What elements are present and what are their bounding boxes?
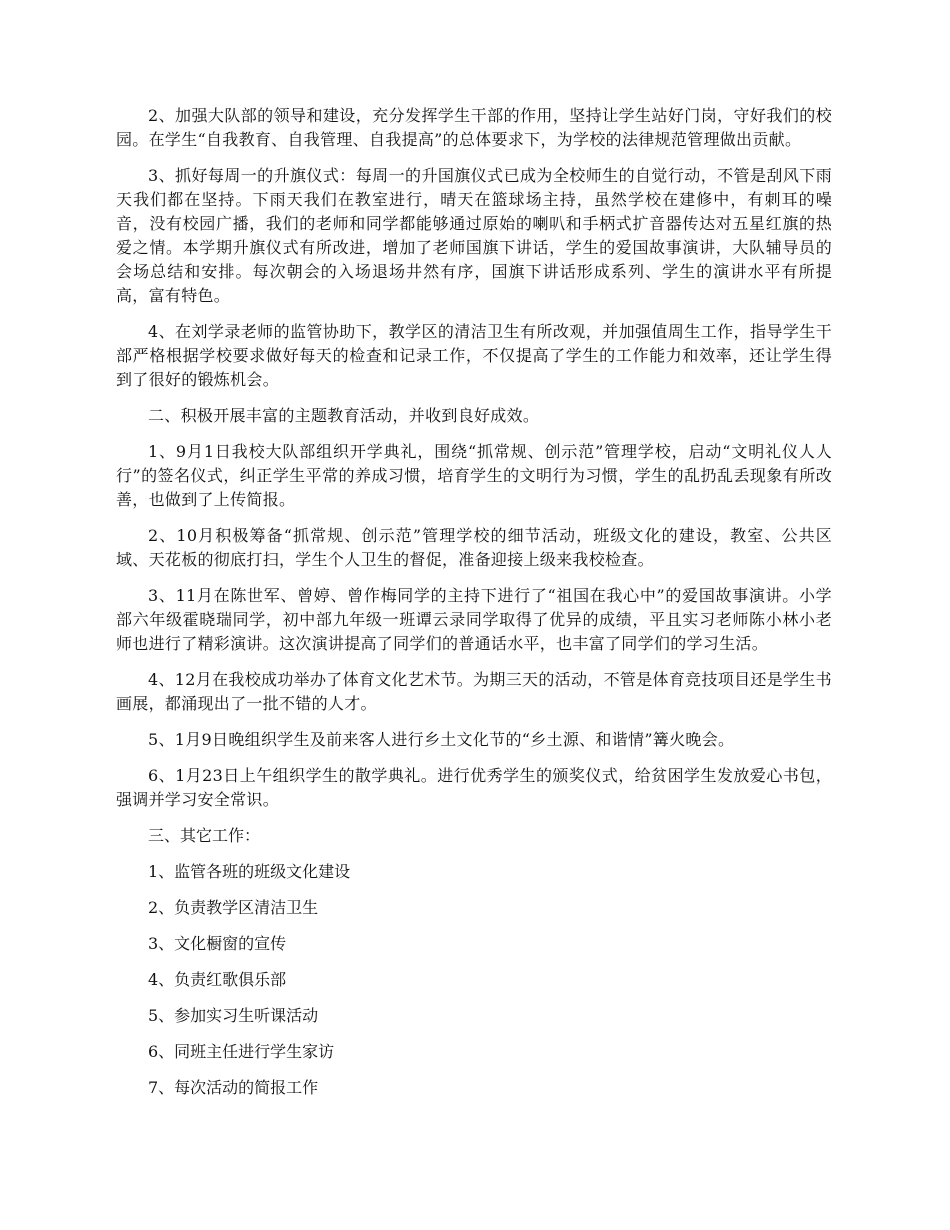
paragraph-october-prep: 2、10月积极筹备“抓常规、创示范”管理学校的细节活动，班级文化的建设，教室、公共区域、天花板的彻底打扫，学生个人卫生的督促，准备迎接上级来我校检查。 <box>116 526 832 569</box>
paragraph-bonfire: 5、1月9日晚组织学生及前来客人进行乡土文化节的“乡土源、和谐情”篝火晚会。 <box>148 730 735 749</box>
section-heading-activities: 二、积极开展丰富的主题教育活动，并收到良好成效。 <box>148 406 540 425</box>
paragraph-opening-ceremony: 1、9月1日我校大队部组织开学典礼，围绕“抓常规、创示范”管理学校，启动“文明礼仪人人行”的签名仪式，纠正学生平常的养成习惯，培育学生的文明行为习惯，学生的乱扔乱丢现象有所改善，也做到了上传简报。 <box>116 442 832 509</box>
list-item: 1、监管各班的班级文化建设 <box>148 862 351 881</box>
list-item: 3、文化橱窗的宣传 <box>148 934 287 953</box>
paragraph-speech-contest: 3、11月在陈世军、曾婷、曾作梅同学的主持下进行了“祖国在我心中”的爱国故事演讲。小学部六年级霍晓瑞同学，初中部九年级一班谭云录同学取得了优异的成绩，平且实习老师陈小林小老师也进行了精彩演讲。这次演讲提高了同学们的普通话水平，也丰富了同学们的学习生活。 <box>116 586 832 653</box>
list-item: 5、参加实习生听课活动 <box>148 1006 319 1025</box>
paragraph-flag-ceremony: 3、抓好每周一的升旗仪式：每周一的升国旗仪式已成为全校师生的自觉行动，不管是刮风下雨天我们都在坚持。下雨天我们在教室进行，晴天在篮球场主持，虽然学校在建修中，有刺耳的噪音，没有校园广播，我们的老师和同学都能够通过原始的喇叭和手柄式扩音器传达对五星红旗的热爱之情。本学期升旗仪式有所改进，增加了老师国旗下讲话，学生的爱国故事演讲，大队辅导员的会场总结和安排。每次朝会的入场退场井然有序，国旗下讲话形成系列、学生的演讲水平有所提高，富有特色。 <box>116 166 832 305</box>
document-body <box>116 104 832 1112</box>
paragraph-closing-ceremony: 6、1月23日上午组织学生的散学典礼。进行优秀学生的颁奖仪式，给贫困学生发放爱心书包，强调并学习安全常识。 <box>116 766 832 809</box>
list-item: 4、负责红歌俱乐部 <box>148 970 287 989</box>
paragraph-arts-festival: 4、12月在我校成功举办了体育文化艺术节。为期三天的活动，不管是体育竞技项目还是学生书画展，都涌现出了一批不错的人才。 <box>116 670 832 713</box>
list-item: 6、同班主任进行学生家访 <box>148 1042 335 1061</box>
paragraph-student-cadres: 2、加强大队部的领导和建设，充分发挥学生干部的作用，坚持让学生站好门岗，守好我们的校园。在学生“自我教育、自我管理、自我提高”的总体要求下，为学校的法律规范管理做出贡献。 <box>116 106 832 149</box>
list-item: 7、每次活动的简报工作 <box>148 1078 319 1097</box>
section-heading-other-work: 三、其它工作： <box>148 826 261 845</box>
list-item: 2、负责教学区清洁卫生 <box>148 898 319 917</box>
paragraph-cleaning: 4、在刘学录老师的监管协助下，教学区的清洁卫生有所改观，并加强值周生工作，指导学生干部严格根据学校要求做好每天的检查和记录工作，不仅提高了学生的工作能力和效率，还让学生得到了很好的锻炼机会。 <box>116 322 832 389</box>
